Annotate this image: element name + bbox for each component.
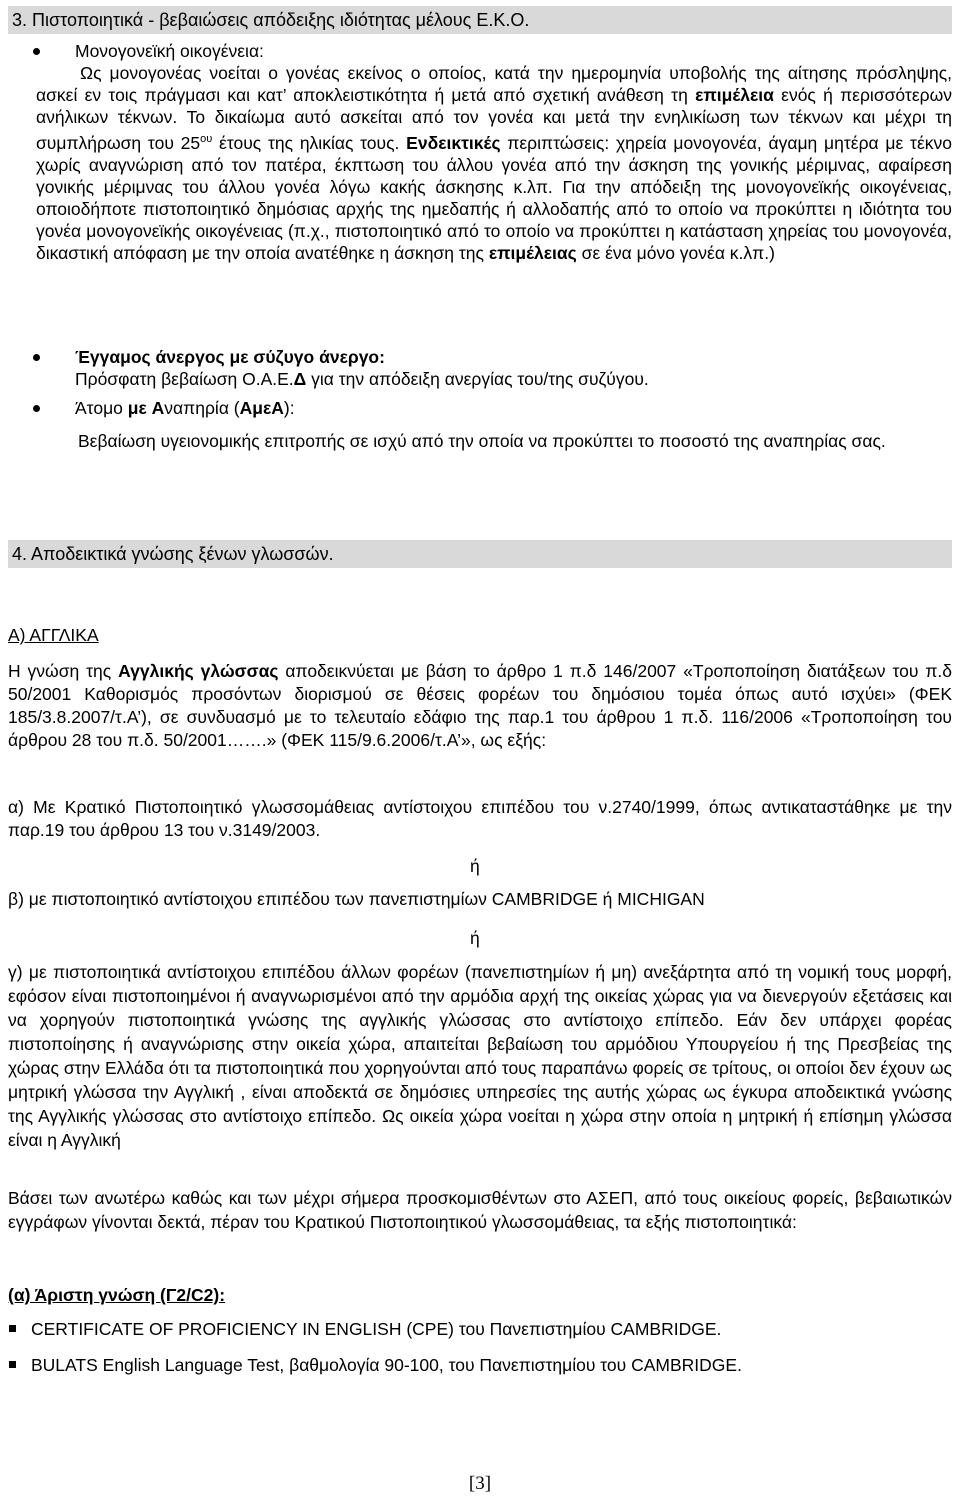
item-c: γ) με πιστοποιητικά αντίστοιχου επιπέδου άλλων φορέων (πανεπιστημίων ή μη) ανεξάρτητα από τη νομική τους μορφή, εφόσον είναι πιστοποιημένοι ή αναγνωρισμένοι από την αρμόδια αρχή της οικείας χώρας για να διενεργούν εξετάσεις και να χορηγούν πιστοποιητικά γνώσης της αγγλικής γλώσσας στο αντίστοιχο επίπεδο. Εάν δεν υπάρχει φορέας πιστοποίησης ή αναγνώρισης στην οικεία χώρα, απαιτείται βεβαίωση του αρμόδιου Υπουργείου ή της Πρεσβείας της χώρας στην Ελλάδα ότι τα πιστοποιητικά που χορηγούνται από τους παραπάνω φορείς σε τρίτους, οι οποίοι δεν έχουν ως μητρική γλώσσα την Αγγλική , είναι αποδεκτά σε δημόσιες υπηρεσίες της αυτής χώρας ως έγκυρα αποδεικτικά γνώσης της Αγγλικής γλώσσας στο αντίστοιχο επίπεδο. Ως οικεία χώρα νοείται η χώρα στην οποία η μητρική ή επίσημη γλώσσα είναι η Αγγλική <box>8 962 952 1150</box>
or-separator: ή <box>470 928 480 948</box>
page-number: [3] <box>468 1473 492 1494</box>
bullet-square-icon <box>6 1322 18 1334</box>
single-parent-heading: Μονογονεϊκή οικογένεια: <box>75 41 264 61</box>
unemployed-block <box>36 346 952 390</box>
or-separator: ή <box>470 856 480 876</box>
single-parent-block <box>36 40 952 264</box>
disability-text: Βεβαίωση υγειονομικής επιτροπής σε ισχύ από την οποία να προκύπτει το ποσοστό της αναπηρίας σας. <box>78 431 886 451</box>
disability-heading: Άτομο με Αναπηρία (ΑμεΑ): <box>75 398 295 418</box>
section-4-header <box>8 540 952 568</box>
section-3-title: 3. Πιστοποιητικά - βεβαιώσεις απόδειξης ιδιότητας μέλους Ε.Κ.Ο. <box>12 10 530 30</box>
single-parent-paragraph: Ως μονογονέας νοείται ο γονέας εκείνος ο οποίος, κατά την ημερομηνία υποβολής της αίτησης πρόσληψης, ασκεί εν τοις πράγμασι και κατ’ αποκλειστικότητα ή μετά από σχετική ανάθεση τη επιμέλεια ενός ή περισσότερων ανήλικων τέκνων. Το δικαίωμα αυτό ασκείται από τον γονέα και μετά την ενηλικίωση των τέκνων και μέχρι τη συμπλήρωση του $25^{o\upsilon}$ έτους της ηλικίας τους. Ενδεικτικές περιπτώσεις: χηρεία μονογονέα, άγαμη μητέρα με τέκνο χωρίς αναγνώριση από τον πατέρα, έκπτωση του άλλου γονέα από την άσκηση της γονικής μέριμνας, αφαίρεση γονικής μέριμνας του άλλου γονέα λόγω κακής άσκησης κ.λπ. Για την απόδειξη της μονογονεϊκής οικογένειας, οποιοδήποτε πιστοποιητικό δημόσιας αρχής της ημεδαπής ή αλλοδαπής από το οποίο να προκύπτει η ιδιότητα του γονέα μονογονεϊκής οικογένειας (π.χ., πιστοποιητικό από το οποίο να προκύπτει η κατάσταση χηρείας του μονογονέα, δικαστική απόφαση με την οποία ανατέθηκε η άσκηση της επιμέλειας σε ένα μόνο γονέα κ.λπ.) <box>36 63 952 263</box>
item-a: α) Με Κρατικό Πιστοποιητικό γλωσσομάθειας αντίστοιχου επιπέδου του ν.2740/1999, όπως αντικαταστάθηκε με την παρ.19 του άρθρου 13 του ν.3149/2003. <box>8 797 952 840</box>
english-heading: Α) ΑΓΓΛΙΚΑ <box>8 625 99 645</box>
section-4-title: 4. Αποδεικτικά γνώσης ξένων γλωσσών. <box>12 544 334 564</box>
unemployed-text: Πρόσφατη βεβαίωση Ο.Α.Ε.Δ για την απόδειξη ανεργίας του/της συζύγου. <box>75 369 649 389</box>
bullet-square-icon <box>6 1358 18 1370</box>
english-intro: Η γνώση της Αγγλικής γλώσσας αποδεικνύεται με βάση το άρθρο 1 π.δ 146/2007 «Τροποποίηση διατάξεων του π.δ 50/2001 Καθορισμός προσόντων διορισμού σε θέσεις φορέων του δημόσιου τομέα όπως αυτό ισχύει» (ΦΕΚ 185/3.8.2007/τ.Α’), σε συνδυασμό με το τελευταίο εδάφιο της παρ.1 του άρθρου 1 π.δ. 116/2006 «Τροποποίηση του άρθρου 28 του π.δ. 50/2001…….» (ΦΕΚ 115/9.6.2006/τ.Α’», ως εξής: <box>8 661 952 750</box>
cert-item: CERTIFICATE OF PROFICIENCY IN ENGLISH (CPE) του Πανεπιστημίου CAMBRIDGE. <box>31 1319 722 1339</box>
disability-block <box>36 397 952 419</box>
unemployed-heading: Έγγαμος άνεργος με σύζυγο άνεργο: <box>75 347 385 367</box>
item-b: β) με πιστοποιητικό αντίστοιχου επιπέδου των πανεπιστημίων CAMBRIDGE ή MICHIGAN <box>8 889 705 909</box>
cert-item: BULATS English Language Test, βαθμολογία 90-100, του Πανεπιστημίου του CAMBRIDGE. <box>31 1355 742 1375</box>
section-3-header <box>8 6 952 34</box>
based-on-paragraph: Βάσει των ανωτέρω καθώς και των μέχρι σήμερα προσκομισθέντων στο ΑΣΕΠ, από τους οικείους φορείς, βεβαιωτικών εγγράφων γίνονται δεκτά, πέραν του Κρατικού Πιστοποιητικού γλωσσομάθειας, τα εξής πιστοποιητικά: <box>8 1188 952 1232</box>
excellent-heading: (α) Άριστη γνώση (Γ2/C2): <box>8 1285 226 1305</box>
